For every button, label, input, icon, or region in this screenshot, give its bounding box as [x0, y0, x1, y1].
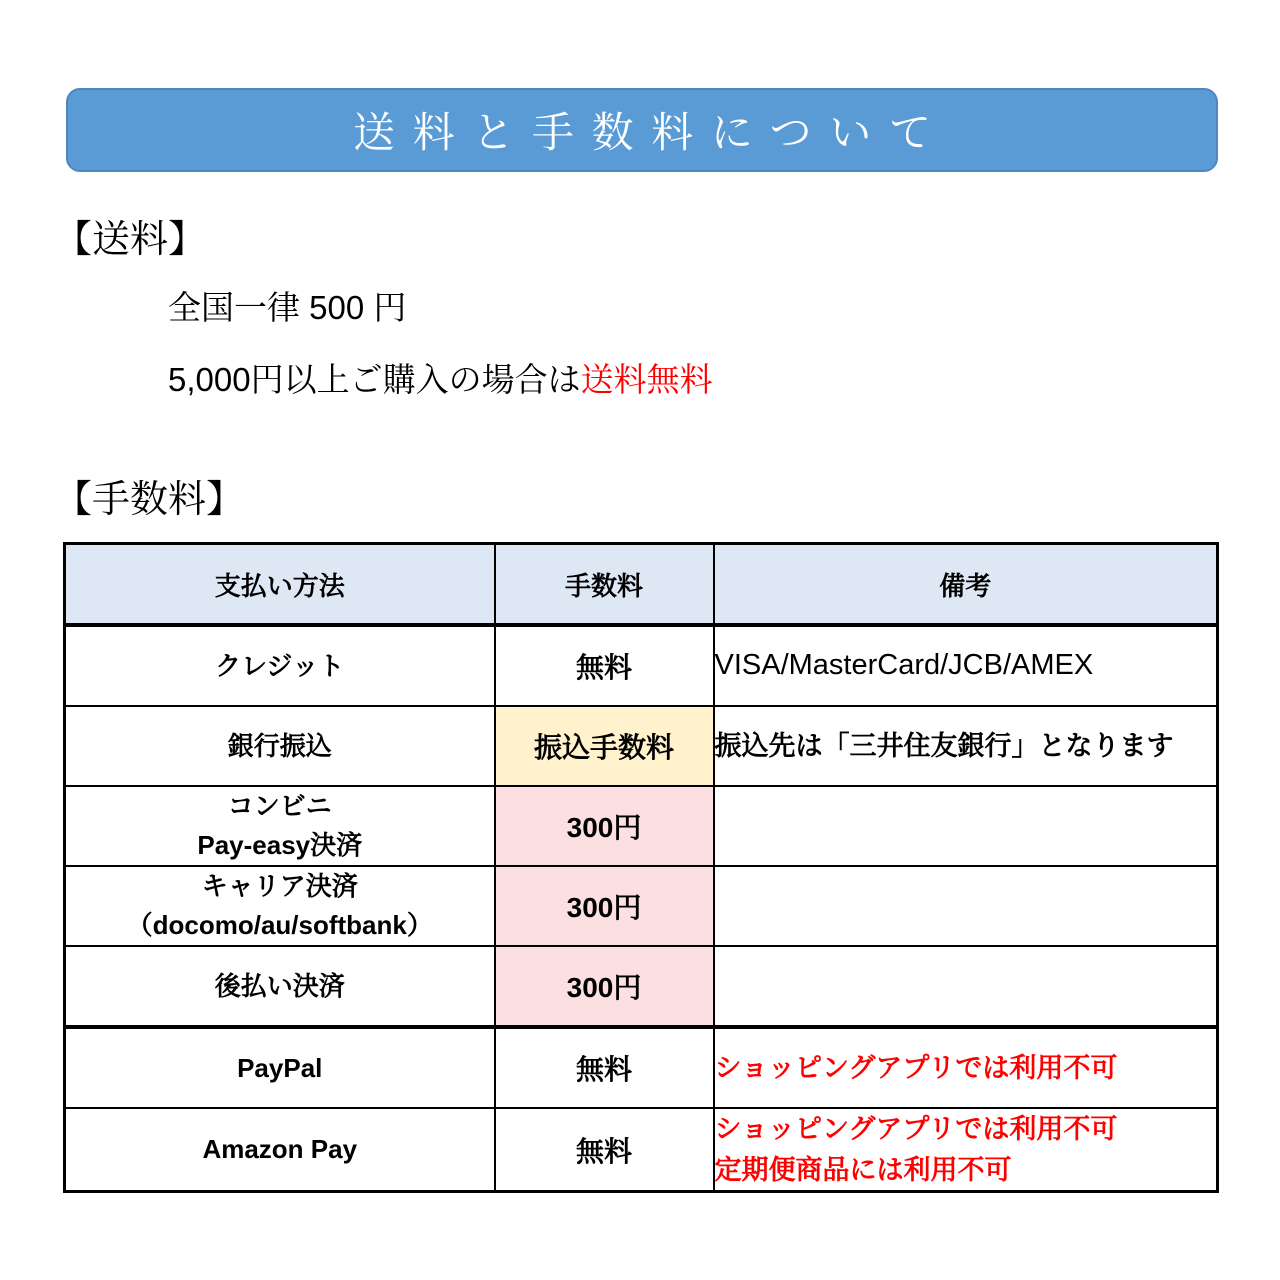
- fees-table-row: [65, 786, 1218, 866]
- remarks-cell: [714, 786, 1218, 866]
- payment-method-line: コンビニ: [227, 791, 332, 821]
- remarks-line: VISA/MasterCard/JCB/AMEX: [714, 649, 1094, 682]
- payment-method-line: PayPal: [237, 1052, 323, 1083]
- payment-method-line: 後払い決済: [214, 970, 345, 1001]
- payment-method-line: Amazon Pay: [202, 1134, 358, 1164]
- column-header-remarks: 備考: [714, 544, 1218, 626]
- remarks-line: ショッピングアプリでは利用不可: [714, 1114, 1118, 1144]
- payment-method-cell: [65, 866, 495, 946]
- fees-table-wrapper: [63, 542, 1219, 1193]
- fee-cell: 300円: [495, 866, 714, 946]
- payment-method-line: キャリア決済: [201, 871, 358, 901]
- payment-method-cell: [65, 625, 495, 706]
- column-header-fee: 手数料: [495, 544, 714, 626]
- shipping-flat-rate-line: 全国一律 500 円: [168, 289, 407, 326]
- free-shipping-highlight: 送料無料: [580, 361, 713, 398]
- remarks-cell: [714, 625, 1218, 706]
- payment-method-line: クレジット: [215, 650, 345, 681]
- fees-table-row: [65, 1108, 1218, 1192]
- remarks-cell: [714, 1108, 1218, 1192]
- fee-cell: 無料: [495, 625, 714, 706]
- fees-table-header-row: [65, 544, 1218, 626]
- remarks-cell: [714, 1027, 1218, 1108]
- payment-method-cell: [65, 706, 495, 786]
- remarks-cell: [714, 946, 1218, 1027]
- fees-table-row: [65, 946, 1218, 1027]
- payment-method-cell: [65, 1108, 495, 1192]
- payment-method-cell: [65, 1027, 495, 1108]
- page-title-banner: [66, 88, 1218, 172]
- fee-cell: 無料: [495, 1108, 714, 1192]
- fee-cell: 振込手数料: [495, 706, 714, 786]
- fees-table: [63, 542, 1219, 1193]
- fee-cell: 300円: [495, 946, 714, 1027]
- payment-method-cell: [65, 786, 495, 866]
- shipping-section-heading: 【送料】: [54, 219, 207, 261]
- payment-method-line: （docomo/au/softbank）: [126, 910, 433, 940]
- column-header-payment-method: 支払い方法: [65, 544, 495, 626]
- remarks-cell: [714, 866, 1218, 946]
- fees-table-row: [65, 625, 1218, 706]
- payment-method-cell: [65, 946, 495, 1027]
- remarks-line: ショッピングアプリでは利用不可: [714, 1052, 1118, 1083]
- remarks-line: 振込先は「三井住友銀行」となります: [714, 730, 1174, 761]
- shipping-free-line: [168, 354, 713, 401]
- remarks-line: 定期便商品には利用不可: [714, 1154, 1012, 1185]
- payment-method-line: Pay-easy決済: [197, 830, 363, 860]
- fee-cell: 300円: [495, 786, 714, 866]
- fee-cell: 無料: [495, 1027, 714, 1108]
- fees-table-row: [65, 866, 1218, 946]
- remarks-cell: [714, 706, 1218, 786]
- shipping-free-line-prefix: 5,000円以上ご購入の場合は: [168, 361, 581, 398]
- fees-section-heading: 【手数料】: [54, 479, 245, 521]
- fees-table-row: [65, 706, 1218, 786]
- page-title: 送料と手数料について: [353, 109, 949, 156]
- payment-method-line: 銀行振込: [227, 730, 332, 761]
- fees-table-row: [65, 1027, 1218, 1108]
